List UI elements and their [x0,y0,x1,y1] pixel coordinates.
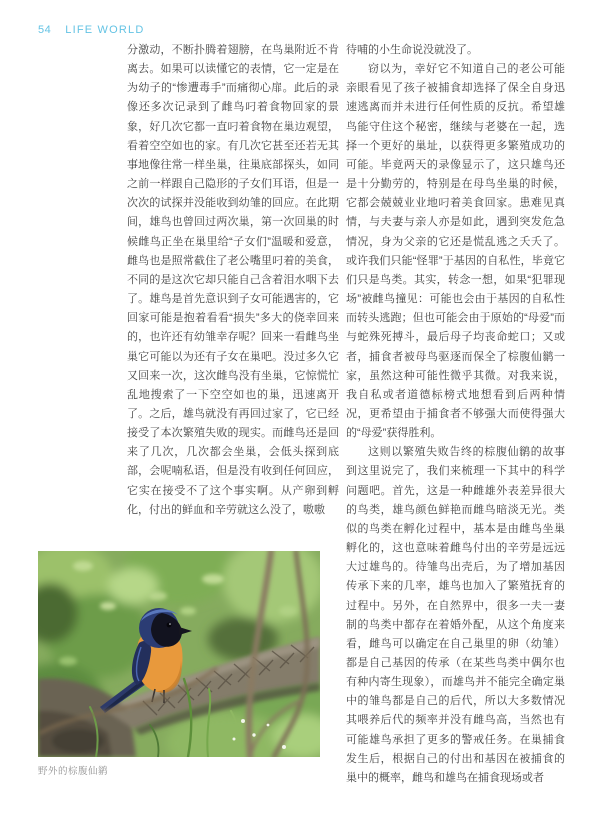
paragraph: 这则以繁殖失败告终的棕腹仙鹟的故事到这里说完了，我们来梳理一下其中的科学问题吧。首先，这是一种雌雄外表差异很大的鸟类，雄鸟颜色鲜艳而雌鸟暗淡无光。类似的鸟类在孵化过程中，基本是由雌鸟坐巢孵化的，这也意味着雌鸟付出的辛劳是远远大过雄鸟的。待雏鸟出壳后，为了增加基因传承下来的几率，雄鸟也加入了繁殖抚育的过程中。另外，在自然界中，很多一夫一妻制的鸟类中都存在着婚外配，从这个角度来看，雌鸟可以确定在自己巢里的卵（幼雏）都是自己基因的传承（在某些鸟类中偶尔也有种内寄生现象），而雄鸟并不能完全确定巢中的雏鸟都是自己的后代，所以大多数情况其喂养后代的频率并没有雌鸟高，当然也有可能雄鸟承担了更多的警戒任务。在巢捕食发生后，根据自己的付出和基因在被捕食的巢中的概率，雌鸟和雄鸟在捕食现场或者 [346,446,565,784]
paragraph-continuation: 分激动，不断扑腾着翅膀，在鸟巢附近不肯离去。如果可以读懂它的表情，它一定是在为幼子的“惨遭毒手”而痛彻心扉。此后的录像还多次记录到了雌鸟叼着食物回家的景象，好几次它都一直叼着食物在巢边观望，看着空空如也的家。有几次它甚至还若无其事地像往常一样坐巢，往巢底部探头，如同之前一样跟自己隐形的子女们耳语，但是一次次的试探并没能收到幼雏的回应。在此期间，雄鸟也曾回过两次巢，第一次回巢的时候雌鸟正坐在巢里给“子女们”温暖和爱意，雌鸟也是照常截住了老公嘴里叼着的美食，不同的是这次它却只能自己含着泪水咽下去了。雄鸟是首先意识到子女可能遇害的，它回家可能是抱着看看“损失”多大的侥幸回来的，也许还有幼雏幸存呢？回来一看雌鸟坐巢它可能以为还有子女在巢吧。没过多久它又回来一次，这次雌鸟没有坐巢，它惊慌忙乱地搜索了一下空空如也的巢，迅速离开了。之后，雄鸟就没有再回过家了，它已经接受了本次繁殖失败的现实。而雌鸟还是回来了几次，几次都会坐巢，会低头探到底部，会呢喃私语，但是没有收到任何回应，它实在接受不了这个事实啊。从产卵到孵化，付出的鲜血和辛劳就这么没了，嗷嗷 [127,44,339,516]
page-header [38,24,144,36]
text-column-right [346,41,565,788]
fujian-niltava-photo [38,551,320,757]
article-photo [38,551,320,777]
photo-caption: 野外的棕腹仙鹟 [38,766,109,777]
text-column-left [127,41,339,520]
paragraph-continuation: 待哺的小生命说没就没了。 [346,44,478,56]
page-number: 54 [38,24,52,36]
magazine-title: LIFE WORLD [65,24,145,36]
paragraph: 窃以为，幸好它不知道自己的老公可能亲眼看见了孩子被捕食却选择了保全自身迅速逃离而并未进行任何性质的反抗。希望雄鸟能守住这个秘密，继续与老婆在一起，选择一个更好的巢址，以获得更多繁殖成功的可能。毕竟两天的录像显示了，这只雄鸟还是十分勤劳的，特别是在母鸟坐巢的时候，它都会兢兢业业地叼着美食回家。患难见真情，与夫妻与亲人亦是如此，遇到突发危急情况，身为父亲的它还是慌乱逃之夭夭了。或许我们只能“怪罪”于基因的自私性，毕竟它们只是鸟类。其实，转念一想，如果“犯罪现场”被雌鸟撞见：可能也会由于基因的自私性而转头逃跑；但也可能会由于原始的“母爱”而与蛇殊死搏斗，最后母子均丧命蛇口；又或者，捕食者被母鸟驱逐而保全了棕腹仙鹟一家，虽然这种可能性微乎其微。对我来说，我自私或者道德标榜式地想看到后两种情况，更希望由于捕食者不够强大而使得强大的“母爱”获得胜利。 [346,63,565,440]
